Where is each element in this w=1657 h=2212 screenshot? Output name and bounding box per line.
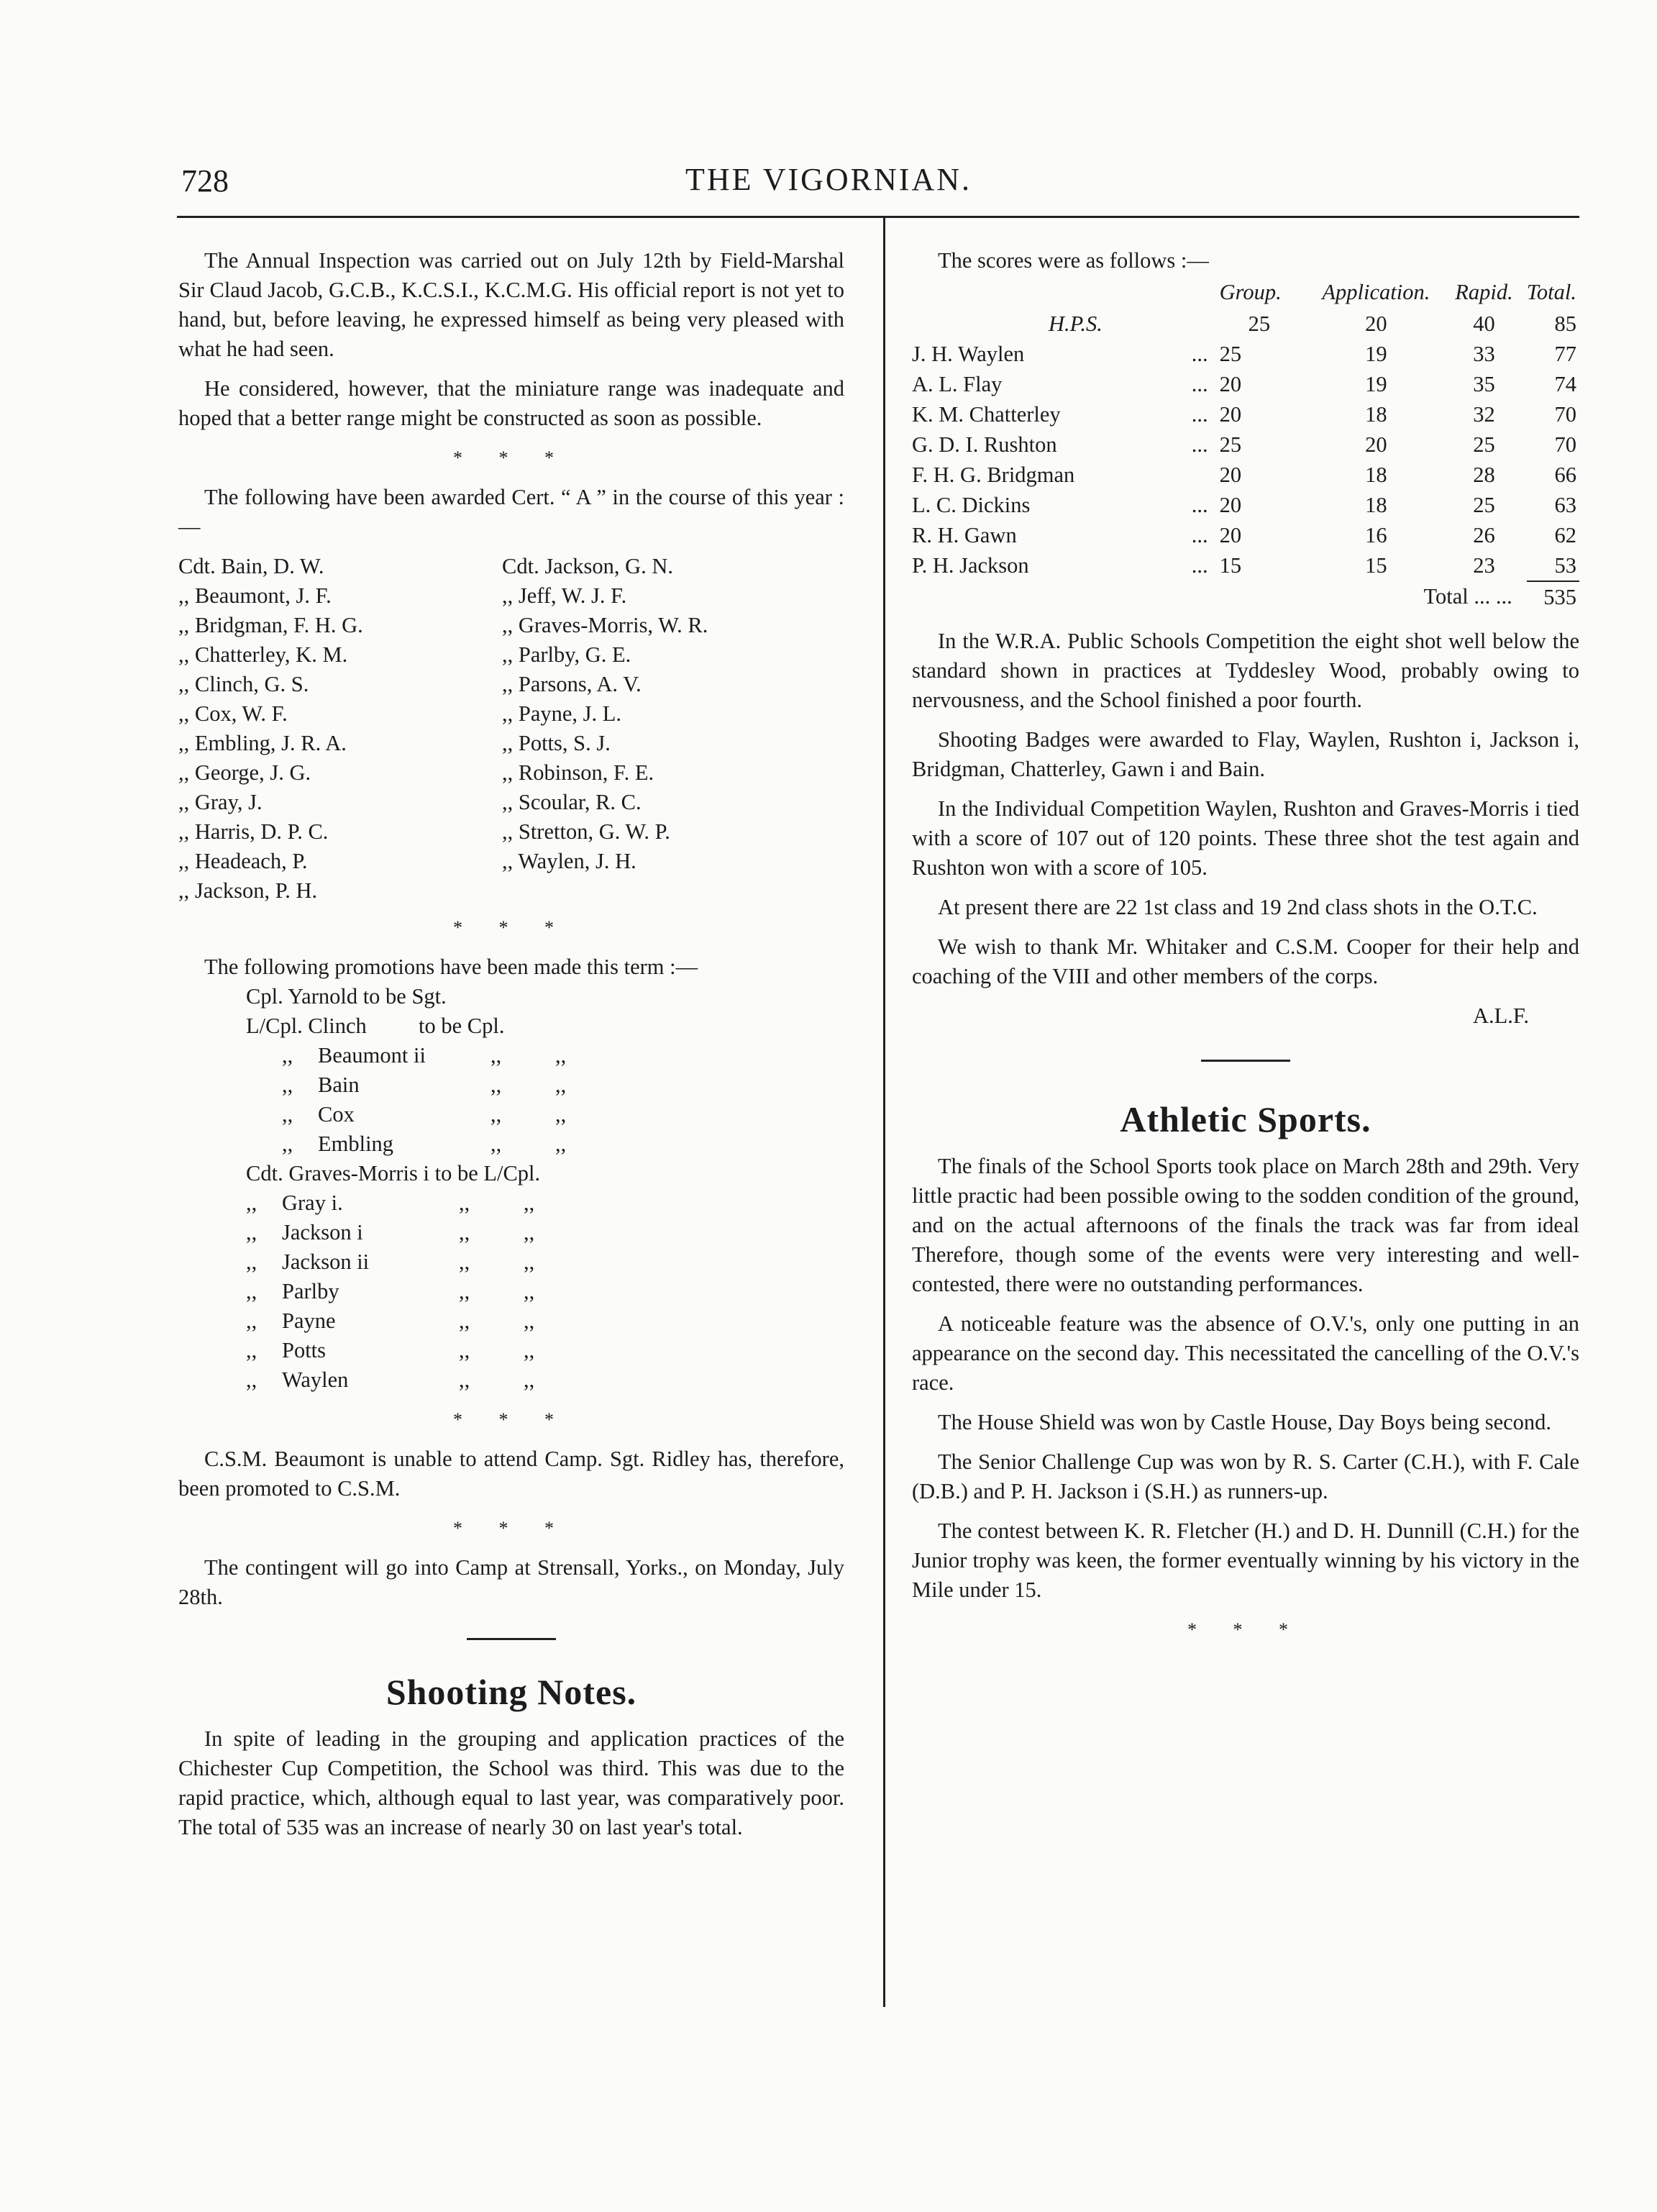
list-item [178, 1306, 844, 1336]
table-cell: 25 [1219, 341, 1242, 366]
list-item: ,, Graves-Morris, W. R. [502, 613, 708, 637]
list-item [178, 1277, 844, 1306]
table-cell: 20 [1219, 401, 1242, 427]
thanks-paragraph: We wish to thank Mr. Whitaker and C.S.M. Cooper for their help and coaching of the VIII and other members of the corps. [912, 934, 1579, 988]
shooting-notes-heading: Shooting Notes. [385, 1672, 637, 1712]
shooter-cell [912, 490, 1220, 520]
table-row [912, 369, 1579, 399]
ditto-mark: ,, [246, 1308, 257, 1333]
table-cell: 35 [1473, 371, 1495, 396]
list-item: ,, Cox, W. F. [178, 701, 288, 726]
table-cell: 25 [1473, 492, 1495, 517]
ditto-mark: ,, [459, 1279, 470, 1303]
list-item: ,, George, J. G. [178, 760, 311, 785]
list-item: ,, Potts, S. J. [502, 731, 611, 755]
left-column [178, 246, 844, 1852]
list-item: ,, Embling, J. R. A. [178, 731, 347, 755]
ditto-mark: ,, [282, 1102, 293, 1127]
table-cell: 33 [1473, 341, 1495, 366]
ditto-mark: ,, [555, 1073, 567, 1097]
page-number: 728 [181, 163, 229, 199]
shooter-name: L. C. Dickins [912, 492, 1031, 517]
section-rule [467, 1638, 556, 1640]
table-cell: 25 [1473, 432, 1495, 457]
table-cell: 18 [1365, 492, 1387, 517]
section-stars: * * * [453, 1518, 570, 1539]
table-cell: 40 [1473, 311, 1495, 336]
shooting-paragraph: In spite of leading in the grouping and application practices of the Chichester Cup Competition, the School was third. This was due to the rapid practice, which, although equal to last year, was comparatively poor. The total of 535 was an increase of nearly 30 on last year's total. [178, 1726, 844, 1839]
table-cell: 28 [1473, 462, 1495, 487]
shooter-cell [912, 429, 1220, 460]
ditto-mark: ,, [246, 1220, 257, 1244]
shooter-name: F. H. G. Bridgman [912, 462, 1075, 487]
list-item: ,, Stretton, G. W. P. [502, 819, 670, 844]
shooter-cell [912, 369, 1220, 399]
table-cell: 62 [1554, 522, 1576, 547]
promo-name: Payne [282, 1308, 336, 1333]
promo-name: Beaumont ii [318, 1043, 426, 1068]
strensall-paragraph: The contingent will go into Camp at Strensall, Yorks., on Monday, July 28th. [178, 1555, 844, 1609]
table-cell: 66 [1554, 462, 1576, 487]
table-cell: 20 [1365, 311, 1387, 336]
table-row [912, 339, 1579, 369]
list-item [178, 1218, 844, 1247]
ditto-mark: ,, [490, 1132, 502, 1156]
ditto-mark: ,, [555, 1132, 567, 1156]
table-cell: 15 [1365, 553, 1387, 578]
list-item [178, 1365, 844, 1395]
list-item: Cdt. Bain, D. W. [178, 554, 324, 578]
list-item: ,, Waylen, J. H. [502, 849, 636, 873]
otc-paragraph: At present there are 22 1st class and 19 2nd class shots in the O.T.C. [938, 895, 1538, 919]
list-item [178, 1011, 844, 1041]
junior-trophy-paragraph: The contest between K. R. Fletcher (H.) and D. H. Dunnill (C.H.) for the Junior trophy was keen, the former eventually winning by his victory in the Mile under 15. [912, 1519, 1579, 1602]
table-row [912, 550, 1579, 581]
list-item: ,, Headeach, P. [178, 849, 308, 873]
shooter-name: K. M. Chatterley [912, 401, 1061, 427]
list-item: ,, Harris, D. P. C. [178, 819, 329, 844]
list-item: ,, Clinch, G. S. [178, 672, 309, 696]
table-cell: 23 [1473, 553, 1495, 578]
section-stars: * * * [453, 1409, 570, 1430]
table-cell: 20 [1219, 522, 1242, 547]
inspection-paragraph: The Annual Inspection was carried out on July 12th by Field-Marshal Sir Claud Jacob, G.C.B., K.C.S.I., K.C.M.G. His official report is not yet to hand, but, before leaving, he expressed himself as being very pleased with what he had seen. [178, 248, 844, 361]
list-item: ,, Chatterley, K. M. [178, 642, 348, 667]
shooter-cell [912, 550, 1220, 581]
list-item [178, 1336, 844, 1365]
promo-name: Cox [318, 1102, 355, 1127]
list-item: ,, Jackson, P. H. [178, 878, 318, 903]
athletic-sports-heading: Athletic Sports. [1120, 1099, 1371, 1139]
ditto-mark: ,, [246, 1338, 257, 1362]
list-item [178, 1188, 844, 1218]
shooter-cell [912, 460, 1220, 490]
ditto-mark: ,, [524, 1338, 535, 1362]
leader-dots: ... [1191, 522, 1208, 547]
promo-name: Waylen [282, 1367, 349, 1392]
total-label: Total ... ... [1423, 584, 1512, 609]
ditto-mark: ,, [246, 1191, 257, 1215]
cert-intro: The following have been awarded Cert. “ A ” in the course of this year :— [178, 485, 844, 539]
sports-paragraph: The finals of the School Sports took place on March 28th and 29th. Very little practic had been possible owing to the sodden condition of the ground, and on the actual afternoons of the finals the track was far from ideal Therefore, though some of the events were very interesting and well-contested, there were no outstanding performances. [912, 1154, 1579, 1296]
table-cell: 16 [1365, 522, 1387, 547]
column-divider [883, 216, 885, 2007]
list-item [178, 1247, 844, 1277]
list-item: ,, Jeff, W. J. F. [502, 583, 627, 608]
scores-intro: The scores were as follows :— [938, 248, 1209, 273]
promotions-list [178, 982, 844, 1395]
shooter-cell [912, 520, 1220, 550]
table-cell: 15 [1219, 553, 1242, 578]
ditto-mark: ,, [246, 1279, 257, 1303]
shooter-name: A. L. Flay [912, 371, 1003, 396]
list-item: Cdt. Jackson, G. N. [502, 554, 674, 578]
ditto-mark: ,, [282, 1073, 293, 1097]
table-cell: 18 [1365, 462, 1387, 487]
table-row [912, 399, 1579, 429]
promo-name: Gray i. [282, 1191, 343, 1215]
section-rule [1201, 1060, 1290, 1062]
list-item [178, 1070, 844, 1100]
shooter-name: P. H. Jackson [912, 553, 1029, 578]
list-item: ,, Robinson, F. E. [502, 760, 654, 785]
range-paragraph: He considered, however, that the miniature range was inadequate and hoped that a better range might be constructed as soon as possible. [178, 376, 844, 430]
table-cell: 20 [1219, 492, 1242, 517]
right-column [912, 246, 1579, 1655]
ditto-mark: ,, [246, 1250, 257, 1274]
table-cell: 63 [1554, 492, 1576, 517]
table-cell: 74 [1554, 371, 1576, 396]
total-row [912, 581, 1579, 612]
ov-paragraph: A noticeable feature was the absence of O.V.'s, only one putting in an appearance on the second day. This necessitated the cancelling of the O.V.'s race. [912, 1311, 1579, 1395]
promo-to: to be Cpl. [419, 1014, 505, 1038]
table-row [912, 429, 1579, 460]
ditto-mark: ,, [246, 1367, 257, 1392]
column-header: Group. [1219, 279, 1282, 304]
cert-list-right [502, 552, 840, 906]
ditto-mark: ,, [555, 1102, 567, 1127]
promo-name: Parlby [282, 1279, 339, 1303]
list-item: ,, Gray, J. [178, 790, 263, 814]
table-row [912, 490, 1579, 520]
ditto-mark: ,, [490, 1073, 502, 1097]
column-header: Application. [1322, 279, 1430, 304]
leader-dots: ... [1191, 341, 1208, 366]
list-item: ,, Beaumont, J. F. [178, 583, 332, 608]
ditto-mark: ,, [524, 1279, 535, 1303]
table-cell: 53 [1554, 552, 1576, 578]
promo-name: Bain [318, 1073, 360, 1097]
column-header: Total. [1526, 279, 1576, 304]
ditto-mark: ,, [524, 1367, 535, 1392]
scores-table [912, 276, 1579, 612]
header-rule [177, 216, 1579, 218]
list-item: ,, Parsons, A. V. [502, 672, 642, 696]
ditto-mark: ,, [459, 1191, 470, 1215]
section-stars: * * * [1187, 1619, 1304, 1640]
individual-paragraph: In the Individual Competition Waylen, Rushton and Graves-Morris i tied with a score of 107 out of 120 points. These three shot the test again and Rushton won with a score of 105. [912, 796, 1579, 880]
table-cell: 25 [1219, 432, 1242, 457]
ditto-mark: ,, [459, 1250, 470, 1274]
leader-dots: ... [1191, 401, 1208, 427]
shooter-cell [912, 339, 1220, 369]
ditto-mark: ,, [282, 1043, 293, 1068]
leader-dots: ... [1191, 432, 1208, 457]
column-header: Rapid. [1455, 279, 1513, 304]
shooter-cell [912, 399, 1220, 429]
ditto-mark: ,, [555, 1043, 567, 1068]
ditto-mark: ,, [459, 1367, 470, 1392]
cert-list [178, 552, 844, 906]
ditto-mark: ,, [459, 1338, 470, 1362]
promo-name: Potts [282, 1338, 327, 1362]
table-cell: 19 [1365, 341, 1387, 366]
table-cell: 77 [1554, 341, 1576, 366]
promo-rank: L/Cpl. Clinch [246, 1014, 367, 1038]
table-row [912, 520, 1579, 550]
ditto-mark: ,, [524, 1220, 535, 1244]
list-item: Cdt. Graves-Morris i to be L/Cpl. [246, 1161, 541, 1185]
hps-label: H.P.S. [1049, 311, 1103, 336]
ditto-mark: ,, [459, 1220, 470, 1244]
list-item [178, 1041, 844, 1070]
table-cell: 20 [1365, 432, 1387, 457]
list-item [178, 1100, 844, 1129]
leader-dots: ... [1191, 492, 1208, 517]
table-cell: 20 [1219, 462, 1242, 487]
ditto-mark: ,, [490, 1102, 502, 1127]
shooter-name: J. H. Waylen [912, 341, 1025, 366]
ditto-mark: ,, [524, 1191, 535, 1215]
shooter-name: R. H. Gawn [912, 522, 1017, 547]
table-cell: 85 [1554, 311, 1576, 336]
list-item: ,, Payne, J. L. [502, 701, 622, 726]
hps-row [912, 309, 1579, 339]
promotions-intro: The following promotions have been made this term :— [204, 955, 698, 979]
table-row [912, 460, 1579, 490]
shield-paragraph: The House Shield was won by Castle House, Day Boys being second. [938, 1410, 1552, 1434]
senior-cup-paragraph: The Senior Challenge Cup was won by R. S. Carter (C.H.), with F. Cale (D.B.) and P. H. Jackson i (S.H.) as runners-up. [912, 1449, 1579, 1503]
table-cell: 32 [1473, 401, 1495, 427]
list-item: ,, Scoular, R. C. [502, 790, 642, 814]
table-cell: 26 [1473, 522, 1495, 547]
signature: A.L.F. [1472, 1003, 1529, 1028]
ditto-mark: ,, [459, 1308, 470, 1333]
table-cell: 70 [1554, 432, 1576, 457]
table-cell: 19 [1365, 371, 1387, 396]
badges-paragraph: Shooting Badges were awarded to Flay, Waylen, Rushton i, Jackson i, Bridgman, Chatterley, Gawn i and Bain. [912, 727, 1579, 781]
camp-paragraph: C.S.M. Beaumont is unable to attend Camp. Sgt. Ridley has, therefore, been promoted to C.S.M. [178, 1447, 844, 1501]
table-cell: 25 [1248, 311, 1271, 336]
journal-title: THE VIGORNIAN. [685, 162, 972, 197]
promo-name: Jackson i [282, 1220, 363, 1244]
promo-name: Jackson ii [282, 1250, 370, 1274]
leader-dots: ... [1191, 553, 1208, 578]
section-stars: * * * [453, 447, 570, 468]
table-cell: 20 [1219, 371, 1242, 396]
table-header [912, 276, 1579, 309]
table-cell: 18 [1365, 401, 1387, 427]
ditto-mark: ,, [524, 1250, 535, 1274]
promo-name: Embling [318, 1132, 394, 1156]
table-cell: 70 [1554, 401, 1576, 427]
list-item [178, 1129, 844, 1159]
ditto-mark: ,, [490, 1043, 502, 1068]
ditto-mark: ,, [282, 1132, 293, 1156]
list-item: ,, Parlby, G. E. [502, 642, 631, 667]
cert-list-left [178, 552, 502, 906]
section-stars: * * * [453, 917, 570, 938]
total-value: 535 [1527, 581, 1579, 612]
leader-dots: ... [1191, 371, 1208, 396]
list-item: Cpl. Yarnold to be Sgt. [246, 984, 447, 1009]
list-item: ,, Bridgman, F. H. G. [178, 613, 363, 637]
shooter-name: G. D. I. Rushton [912, 432, 1057, 457]
wra-paragraph: In the W.R.A. Public Schools Competition the eight shot well below the standard shown in practices at Tyddesley Wood, probably owing to nervousness, and the School finished a poor fourth. [912, 629, 1579, 712]
ditto-mark: ,, [524, 1308, 535, 1333]
